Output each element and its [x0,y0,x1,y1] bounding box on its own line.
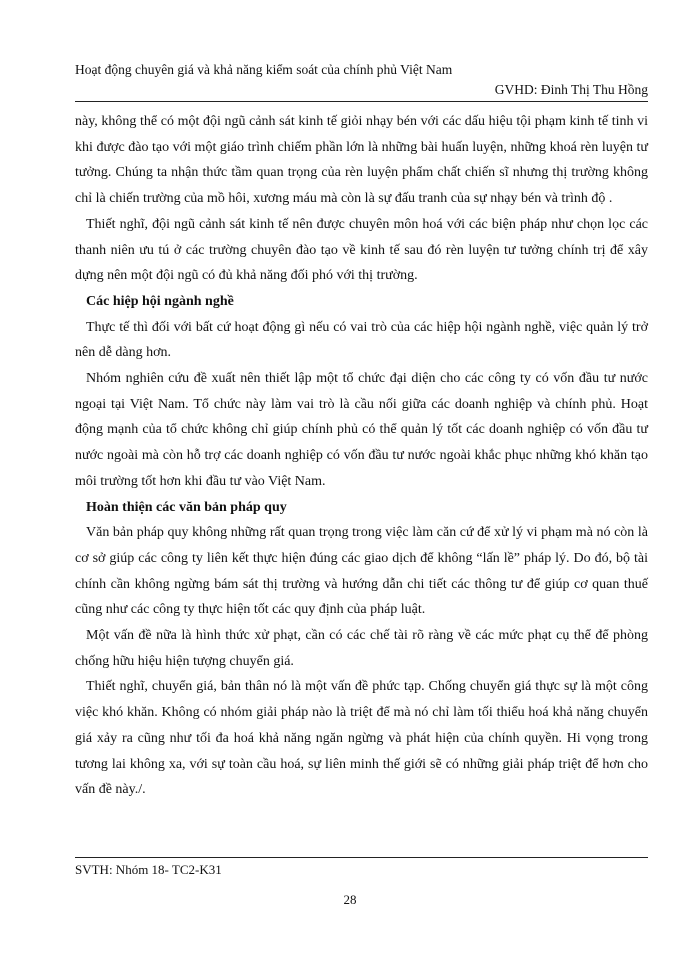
document-body [75,109,648,803]
section-heading-associations: Các hiệp hội ngành nghề [86,293,234,309]
paragraph-2: Thiết nghĩ, đội ngũ cảnh sát kinh tế nên được chuyên môn hoá với các biện pháp như chọn lọc các thanh niên ưu tú ở các trường chuyên đào tạo về kinh tế sau đó rèn luyện tư tưởng chính trị để xây dựng nên một đội ngũ có đủ khả năng đối phó với thị trường. [75,216,648,284]
paragraph-4: Nhóm nghiên cứu đề xuất nên thiết lập một tổ chức đại diện cho các công ty có vốn đầu tư nước ngoại tại Việt Nam. Tổ chức này làm vai trò là cầu nối giữa các doanh nghiệp và chính phủ. Hoạt động mạnh của tổ chức không chỉ giúp chính phủ có thể quản lý tốt các doanh nghiệp có vốn đầu tư nước ngoài mà còn hỗ trợ các doanh nghiệp có vốn đầu tư nước ngoài khắc phục những khó khăn tạo môi trường tốt hơn khi đầu tư vào Việt Nam. [75,371,648,489]
header-title: Hoạt động chuyên giá và khả năng kiểm soát của chính phủ Việt Nam [75,62,453,77]
paragraph-5: Văn bản pháp quy không những rất quan trọng trong việc làm căn cứ để xử lý vi phạm mà nó còn là cơ sở giúp các công ty liên kết thực hiện đúng các giao dịch để không “lấn lề” pháp lý. Do đó, bộ tài chính cần không ngừng bám sát thị trường và hướng dẫn chi tiết các thông tư để giúp cơ quan thuế cũng như các công ty thực hiện tốt các quy định của pháp luật. [75,525,648,618]
paragraph-6: Một vấn đề nữa là hình thức xử phạt, cần có các chế tài rõ ràng về các mức phạt cụ thể để phòng chống hữu hiệu hiện tượng chuyển giá. [75,628,648,669]
section-heading-legal-documents: Hoàn thiện các văn bản pháp quy [86,499,287,515]
footer-divider [75,857,648,858]
paragraph-7: Thiết nghĩ, chuyển giá, bản thân nó là một vấn đề phức tạp. Chống chuyển giá thực sự là một công việc khó khăn. Không có nhóm giải pháp nào là triệt để mà nó chỉ làm tối thiểu hoá khả năng chuyển giá xảy ra cũng như tối đa hoá khả năng ngăn ngừng và phát hiện của chính quyền. Hi vọng trong tương lai không xa, với sự toàn cầu hoá, sự liên minh thế giới sẽ có những giải pháp triệt để hơn cho vấn đề này./. [75,679,648,798]
footer-author: SVTH: Nhóm 18- TC2-K31 [75,862,222,877]
page-number: 28 [343,892,357,907]
paragraph-3: Thực tế thì đối với bất cứ hoạt động gì nếu có vai trò của các hiệp hội ngành nghề, việc quản lý trở nên dễ dàng hơn. [75,319,648,361]
header-instructor: GVHD: Đinh Thị Thu Hồng [494,82,648,97]
header-divider [75,101,648,102]
paragraph-1: này, không thể có một đội ngũ cảnh sát kinh tế giỏi nhạy bén với các dấu hiệu tội phạm kinh tế tinh vi khi được đào tạo với một giáo trình chiếm phần lớn là những bài huấn luyện, những khoá rèn luyện tư tưởng. Chúng ta nhận thức tầm quan trọng của rèn luyện phẩm chất chiến sĩ nhưng thị trường không chỉ là chiến trường của mồ hôi, xương máu mà còn là sự đấu tranh của sự nhạy bén và trình độ . [75,114,648,207]
